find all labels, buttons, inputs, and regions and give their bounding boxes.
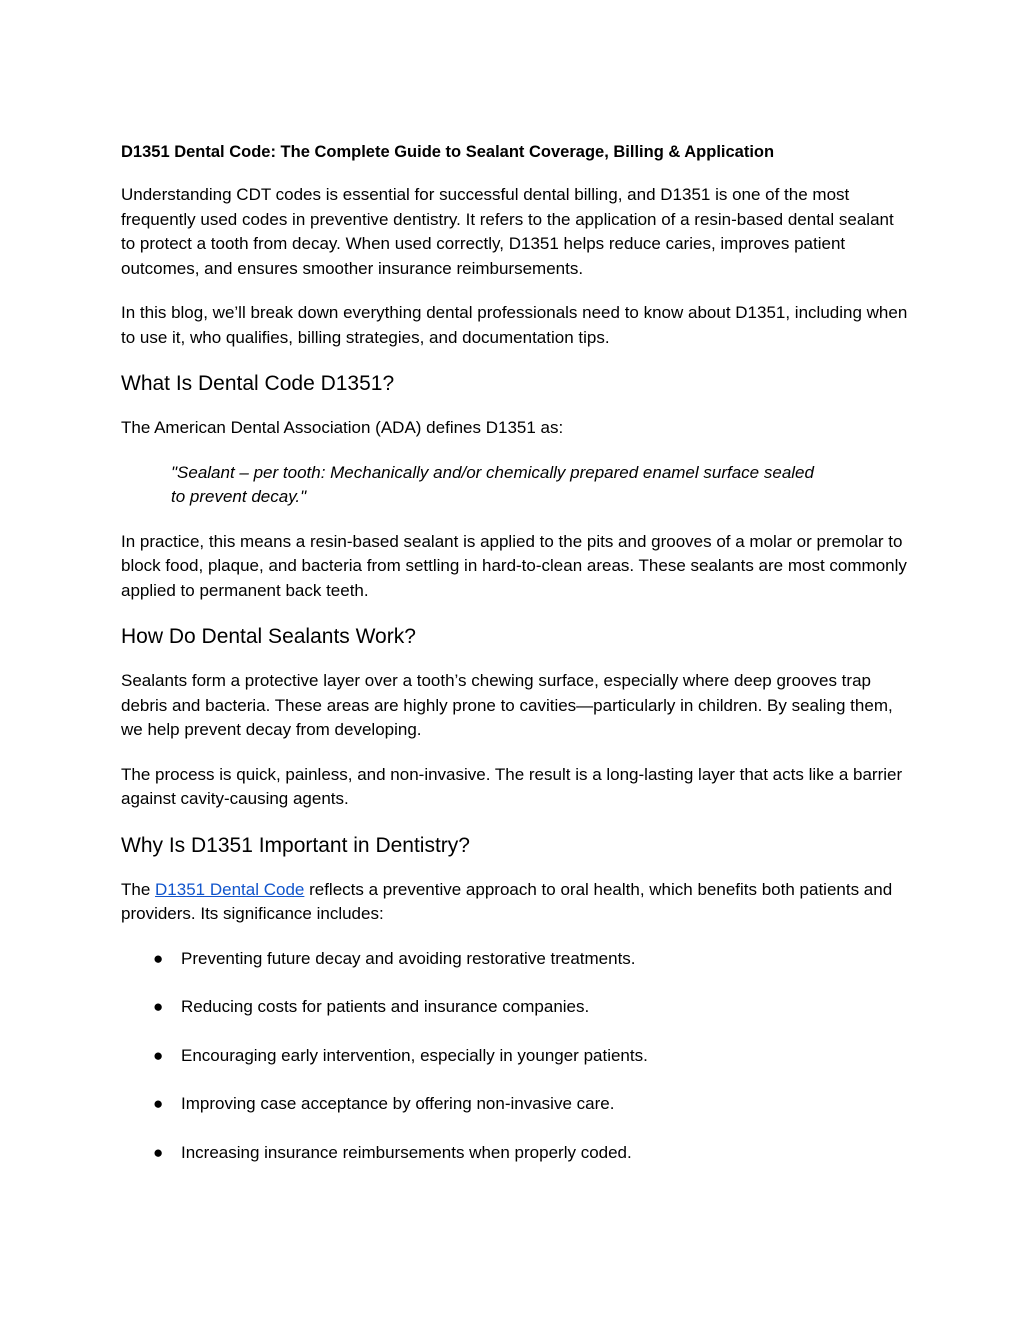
section-heading-how-work: How Do Dental Sealants Work? bbox=[121, 625, 416, 648]
bullet-icon: ● bbox=[153, 1142, 164, 1162]
practice-paragraph: In practice, this means a resin-based sealant is applied to the pits and grooves of a molar or premolar to block food, plaque, and bacteria from settling in hard-to-clean areas. These sealants are most commonly applied to permanent back teeth. bbox=[121, 531, 907, 600]
benefits-list bbox=[121, 947, 911, 1166]
list-item bbox=[121, 947, 911, 972]
document-page bbox=[121, 140, 911, 1189]
list-item bbox=[121, 1141, 911, 1166]
intro-paragraph-2: In this blog, we’ll break down everything dental professionals need to know about D1351, including when to use it, who qualifies, billing strategies, and documentation tips. bbox=[121, 303, 908, 347]
why-lead-before: The bbox=[121, 879, 156, 899]
section-heading-what-is: What Is Dental Code D1351? bbox=[121, 372, 395, 395]
list-item-text: Reducing costs for patients and insurance companies. bbox=[181, 997, 590, 1016]
section-heading-why-important: Why Is D1351 Important in Dentistry? bbox=[121, 833, 470, 857]
intro-paragraph-1: Understanding CDT codes is essential for successful dental billing, and D1351 is one of the most frequently used codes in preventive dentistry. It refers to the application of a resin-based dental sealant to protect a tooth from decay. When used correctly, D1351 helps reduce caries, improves patient outcomes, and ensures smoother insurance reimbursements. bbox=[121, 185, 894, 278]
list-item-text: Improving case acceptance by offering non-invasive care. bbox=[181, 1094, 615, 1113]
how-work-paragraph-2: The process is quick, painless, and non-invasive. The result is a long-lasting layer that acts like a barrier against cavity-causing agents. bbox=[121, 764, 903, 808]
document-title: D1351 Dental Code: The Complete Guide to Sealant Coverage, Billing & Application bbox=[121, 143, 775, 161]
bullet-icon: ● bbox=[153, 1045, 164, 1065]
why-lead-after: reflects a preventive approach to oral health, which benefits both patients and providers. Its significance includes: bbox=[121, 879, 893, 923]
bullet-icon: ● bbox=[153, 997, 164, 1016]
list-item bbox=[121, 1092, 911, 1117]
why-important-paragraph bbox=[121, 878, 911, 927]
list-item-text: Preventing future decay and avoiding restorative treatments. bbox=[181, 948, 636, 968]
how-work-paragraph-1: Sealants form a protective layer over a tooth’s chewing surface, especially where deep grooves trap debris and bacteria. These areas are highly prone to cavities—particularly in children. By sealing them, we help prevent decay from developing. bbox=[121, 671, 893, 739]
d1351-dental-code-link[interactable]: D1351 Dental Code bbox=[155, 879, 305, 899]
ada-definition-quote: "Sealant – per tooth: Mechanically and/or chemically prepared enamel surface sealed to prevent decay." bbox=[171, 462, 814, 506]
list-item-text: Increasing insurance reimbursements when properly coded. bbox=[181, 1142, 632, 1162]
ada-definition-lead: The American Dental Association (ADA) defines D1351 as: bbox=[121, 418, 564, 437]
list-item bbox=[121, 995, 911, 1020]
bullet-icon: ● bbox=[153, 948, 164, 968]
list-item-text: Encouraging early intervention, especially in younger patients. bbox=[181, 1045, 648, 1065]
bullet-icon: ● bbox=[153, 1094, 164, 1113]
list-item bbox=[121, 1044, 911, 1069]
